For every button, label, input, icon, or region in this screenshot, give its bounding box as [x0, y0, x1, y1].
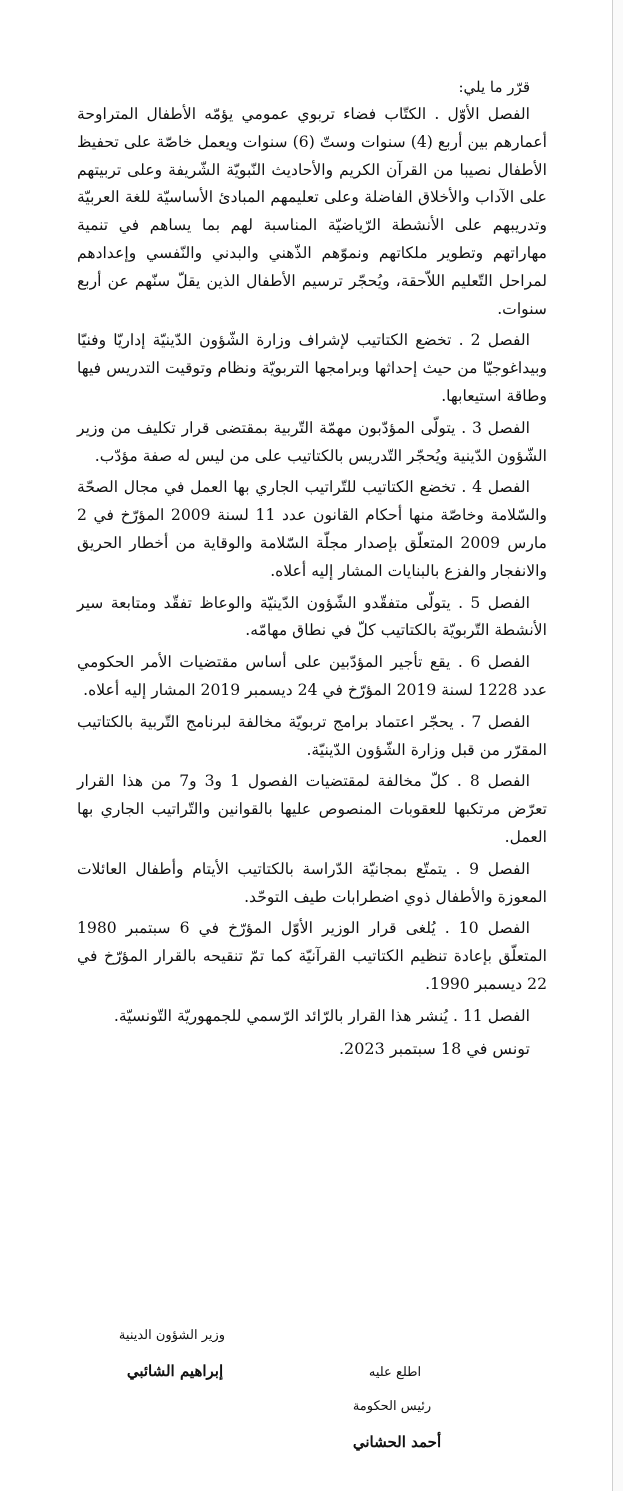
minister-title: وزير الشؤون الدينية	[118, 1328, 226, 1343]
intro-line: قرّر ما يلي:	[458, 78, 530, 96]
page-edge	[612, 0, 623, 1491]
article-6: الفصل 6 . يقع تأجير المؤدّبين على أساس مقتضيات الأمر الحكومي عدد 1228 لسنة 2019 المؤرّخ في 24 ديسمبر 2019 المشار إليه أعلاه.	[77, 653, 547, 699]
article-10: الفصل 10 . يُلغى قرار الوزير الأوّل المؤرّخ في 6 سبتمبر 1980 المتعلّق بإعادة تنظيم الكتاتيب القرآنيّة كما تمّ تنقيحه بالقرار المؤرّخ في 22 ديسمبر 1990.	[77, 919, 547, 993]
article-3: الفصل 3 . يتولّى المؤدّبون مهمّة التّربية بمقتضى قرار تكليف من وزير الشّؤون الدّينية ويُحجّر التّدريس بالكتاتيب على من ليس له صفة مؤدّب.	[77, 418, 547, 465]
dateline: تونس في 18 سبتمبر 2023.	[338, 1038, 530, 1058]
pm-title: رئيس الحكومة	[352, 1399, 432, 1414]
pm-name: أحمد الحشاني	[352, 1433, 442, 1451]
article-9: الفصل 9 . يتمتّع بمجانيّة الدّراسة بالكتاتيب الأيتام وأطفال العائلات المعوزة والأطفال ذوي اضطرابات طيف التوحّد.	[77, 859, 547, 906]
article-7: الفصل 7 . يحجّر اعتماد برامج تربويّة مخالفة لبرنامج التّربية بالكتاتيب المقرّر من قبل وزارة الشّؤون الدّينيّة.	[77, 712, 547, 759]
article-2: الفصل 2 . تخضع الكتاتيب لإشراف وزارة الشّؤون الدّينيّة إداريّا وفنيّا وبيداغوجيّا من حيث إحداثها وبرامجها التربويّة ونظام وتوقيت التدريس فيها وطاقة استيعابها.	[77, 331, 547, 405]
article-8: الفصل 8 . كلّ مخالفة لمقتضيات الفصول 1 و3 و7 من هذا القرار تعرّض مرتكبها للعقوبات المنصوص عليها بالقوانين والتّراتيب الجاري بها العمل.	[77, 772, 547, 846]
approval-label: اطلع عليه	[368, 1365, 422, 1380]
article-5: الفصل 5 . يتولّى متفقّدو الشّؤون الدّينيّة والوعاظ تفقّد ومتابعة سير الأنشطة التّربويّة بالكتاتيب كلّ في نطاق مهامّه.	[77, 593, 547, 640]
article-11: الفصل 11 . يُنشر هذا القرار بالرّائد الرّسمي للجمهوريّة التّونسيّة.	[113, 1006, 530, 1025]
article-1: الفصل الأوّل . الكتّاب فضاء تربوي عمومي يؤمّه الأطفال المتراوحة أعمارهم بين أربع (4) سنوات وستّ (6) سنوات ويعمل خاصّة على تحفيظ الأطفال نصيبا من القرآن الكريم والأحاديث النّبويّة الشّريفة وعلى تربيتهم على الآداب والأخلاق الفاضلة وعلى تعليمهم المبادئ الأساسيّة للغة العربيّة وتدريبهم على الأنشطة الرّياضيّة المناسبة لهم بما يساهم في تنمية مهاراتهم وتطوير ملكاتهم ونموّهم الذّهني والبدني والنّفسي وإعدادهم لمراحل التّعليم اللاّحقة، ويُحجّر ترسيم الأطفال الذين يقلّ سنّهم عن أربع سنوات.	[77, 105, 547, 318]
minister-name: إبراهيم الشائبي	[126, 1362, 224, 1380]
article-4: الفصل 4 . تخضع الكتاتيب للتّراتيب الجاري بها العمل في مجال الصحّة والسّلامة وخاصّة منها أحكام القانون عدد 11 لسنة 2009 المؤرّخ في 2 مارس 2009 المتعلّق بإصدار مجلّة السّلامة والوقاية من أخطار الحريق والانفجار والفزع بالبنايات المشار إليه أعلاه.	[77, 478, 547, 580]
decree-body	[77, 74, 547, 1063]
